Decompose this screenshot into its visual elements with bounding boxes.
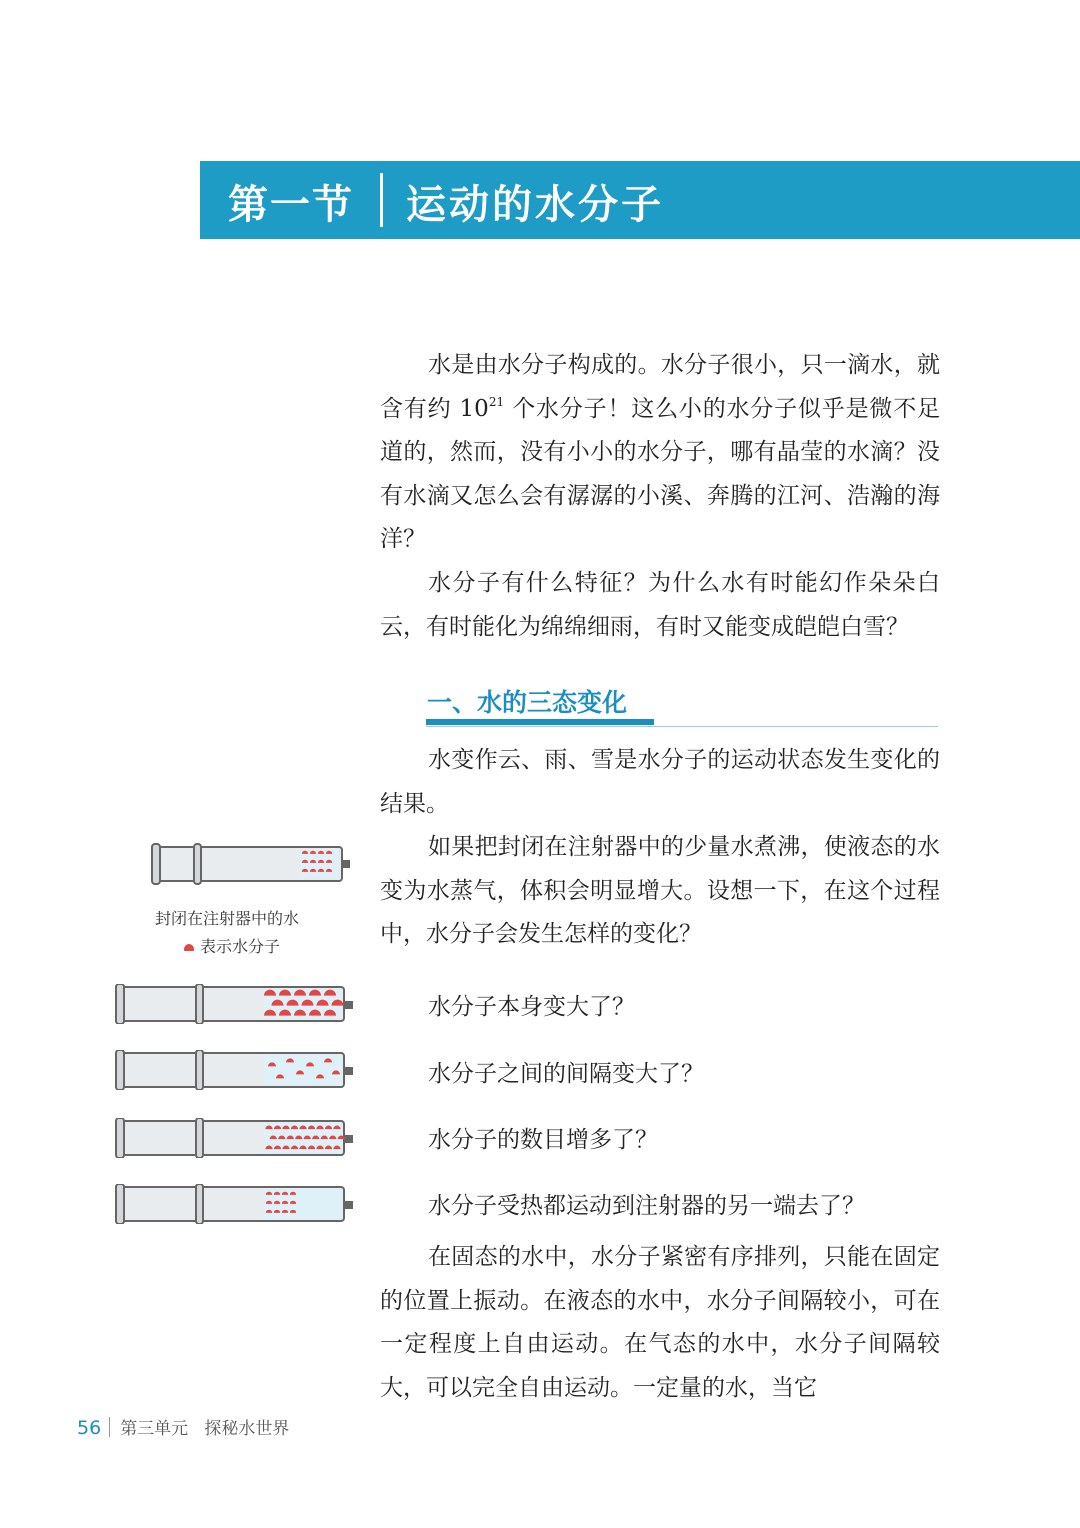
banner-divider xyxy=(380,173,383,227)
unit-name: 第三单元 xyxy=(120,1419,189,1439)
page-footer xyxy=(77,1414,289,1439)
molecule-legend-text: 表示水分子 xyxy=(200,937,281,956)
figure-caption: 封闭在注射器中的水 xyxy=(155,909,300,928)
question-2: 水分子之间的间隔变大了？ xyxy=(428,1061,704,1087)
syringe-molecules-larger xyxy=(114,984,354,1024)
section-title-banner xyxy=(200,161,1080,239)
section-title: 运动的水分子 xyxy=(406,182,664,228)
question-3: 水分子的数目增多了？ xyxy=(428,1127,658,1153)
heading-underline-bar xyxy=(426,719,654,725)
section-paragraph-3: 在固态的水中，水分子紧密有序排列，只能在固定的位置上振动。在液态的水中，水分子间隔较小，可在一定程度上自由运动。在气态的水中，水分子间隔较大，可以完全自由运动。一定量的水，当它 xyxy=(380,1244,940,1401)
page-number: 56 xyxy=(77,1417,102,1439)
intro-paragraph-1 xyxy=(380,344,940,562)
syringe-initial xyxy=(150,843,352,885)
molecule-icon xyxy=(184,944,194,951)
molecule-legend xyxy=(184,934,280,957)
intro-p1-part2: 个水分子！这么小的水分子似乎是微不足道的，然而，没有小小的水分子，哪有晶莹的水滴？没有水滴又怎么会有潺潺的小溪、奔腾的江河、浩瀚的海洋？ xyxy=(380,395,941,552)
syringe-molecules-moved xyxy=(114,1184,354,1224)
section-paragraph-1: 水变作云、雨、雪是水分子的运动状态发生变化的结果。 xyxy=(380,747,940,817)
question-1: 水分子本身变大了？ xyxy=(428,994,635,1020)
exponent: 21 xyxy=(488,394,505,409)
chapter-name: 探秘水世界 xyxy=(204,1419,290,1439)
intro-paragraph-2: 水分子有什么特征？为什么水有时能幻作朵朵白云，有时能化为绵绵细雨，有时又能变成皑皑白雪？ xyxy=(380,570,940,640)
section-heading: 一、水的三态变化 xyxy=(427,688,628,717)
footer-divider xyxy=(109,1417,110,1437)
section-number: 第一节 xyxy=(228,182,354,228)
heading-rule xyxy=(426,726,938,727)
question-4: 水分子受热都运动到注射器的另一端去了？ xyxy=(428,1193,865,1219)
syringe-gaps-larger xyxy=(114,1050,354,1090)
section-paragraph-2: 如果把封闭在注射器中的少量水煮沸，使液态的水变为水蒸气，体积会明显增大。设想一下，在这个过程中，水分子会发生怎样的变化？ xyxy=(380,834,940,947)
intro-p1-part1: 水是由水分子构成的。水分子很小，只一滴水，就含有约 10 xyxy=(380,352,940,422)
syringe-more-molecules xyxy=(114,1118,354,1158)
